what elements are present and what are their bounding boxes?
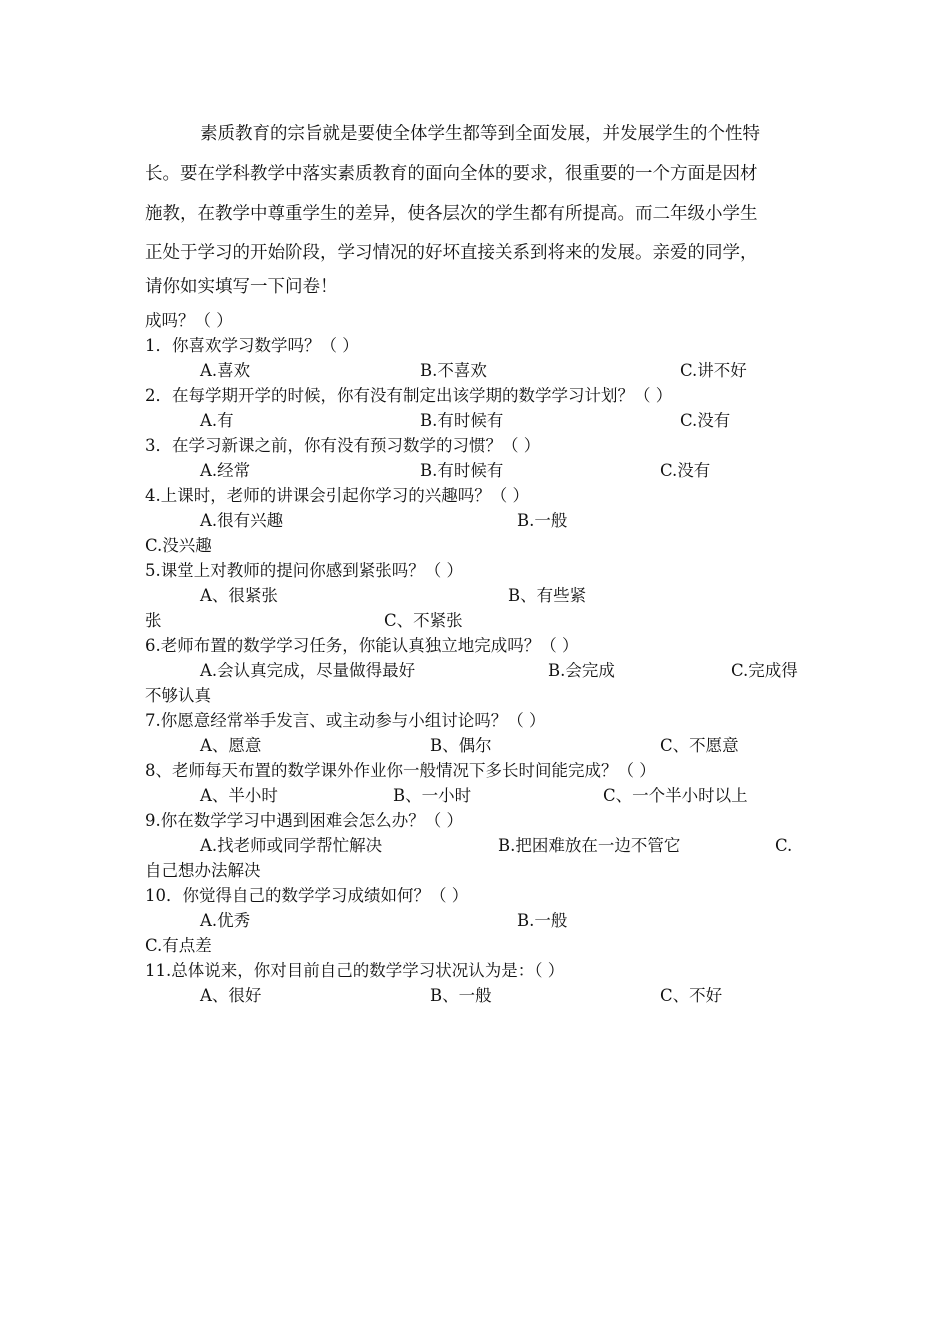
option-a: A.会认真完成，尽量做得最好	[200, 661, 416, 680]
option-a: A.很有兴趣	[200, 511, 284, 530]
option-b: B.一般	[517, 511, 568, 530]
question-stem: 4.上课时，老师的讲课会引起你学习的兴趣吗？（ ）	[145, 486, 529, 505]
question-stem: 2．在每学期开学的时候，你有没有制定出该学期的数学学习计划？（ ）	[145, 386, 673, 405]
question-stem: 10．你觉得自己的数学学习成绩如何？（ ）	[145, 886, 469, 905]
option-c: C.	[775, 836, 793, 855]
option-b: B.有时候有	[420, 411, 504, 430]
question-stem: 6.老师布置的数学学习任务，你能认真独立地完成吗？（ ）	[145, 636, 579, 655]
option-c: C、不好	[660, 986, 723, 1005]
option-c-continued: 自己想办法解决	[145, 861, 261, 880]
option-a: A.优秀	[200, 911, 251, 930]
option-c: C、一个半小时以上	[603, 786, 748, 805]
option-b-continued: 张	[145, 611, 162, 630]
option-b: B、有些紧	[508, 586, 587, 605]
option-a: A.喜欢	[200, 361, 251, 380]
option-c: C、不紧张	[384, 611, 463, 630]
question-stem: 9.你在数学学习中遇到困难会怎么办？（ ）	[145, 811, 463, 830]
option-b: B.有时候有	[420, 461, 504, 480]
option-a: A、半小时	[200, 786, 278, 805]
option-b: B、一般	[430, 986, 492, 1005]
question-stem: 8、老师每天布置的数学课外作业你一般情况下多长时间能完成？（ ）	[145, 761, 656, 780]
option-c: C.没有	[660, 461, 711, 480]
intro-line: 请你如实填写一下问卷！	[145, 277, 338, 297]
intro-line: 正处于学习的开始阶段，学习情况的好坏直接关系到将来的发展。亲爱的同学，	[145, 243, 758, 263]
option-b: B、偶尔	[430, 736, 492, 755]
option-c: C.讲不好	[680, 361, 747, 380]
option-a: A、愿意	[200, 736, 262, 755]
option-a: A、很好	[200, 986, 262, 1005]
question-stem: 11.总体说来，你对目前自己的数学学习状况认为是：（ ）	[145, 961, 565, 980]
option-b: B.一般	[517, 911, 568, 930]
option-c: C.没有	[680, 411, 731, 430]
option-b: B.会完成	[548, 661, 615, 680]
option-c: C.有点差	[145, 936, 212, 955]
option-a: A、很紧张	[200, 586, 278, 605]
question-stem: 7.你愿意经常举手发言、或主动参与小组讨论吗？（ ）	[145, 711, 546, 730]
option-c: C、不愿意	[660, 736, 739, 755]
intro-line: 长。要在学科教学中落实素质教育的面向全体的要求，很重要的一个方面是因材	[145, 164, 758, 184]
intro-line: 素质教育的宗旨就是要使全体学生都等到全面发展，并发展学生的个性特	[200, 124, 760, 144]
option-a: A.找老师或同学帮忙解决	[200, 836, 383, 855]
option-c: C.没兴趣	[145, 536, 212, 555]
fragment-line: 成吗？（ ）	[145, 311, 233, 330]
option-b: B.把困难放在一边不管它	[498, 836, 681, 855]
option-c: C.完成得	[731, 661, 798, 680]
option-c-continued: 不够认真	[145, 686, 211, 705]
option-a: A.经常	[200, 461, 251, 480]
option-b: B、一小时	[393, 786, 472, 805]
intro-line: 施教，在教学中尊重学生的差异，使各层次的学生都有所提高。而二年级小学生	[145, 204, 758, 224]
question-stem: 3．在学习新课之前，你有没有预习数学的习惯？（ ）	[145, 436, 541, 455]
option-a: A.有	[200, 411, 234, 430]
question-stem: 1．你喜欢学习数学吗？（ ）	[145, 336, 359, 355]
option-b: B.不喜欢	[420, 361, 487, 380]
question-stem: 5.课堂上对教师的提问你感到紧张吗？（ ）	[145, 561, 463, 580]
